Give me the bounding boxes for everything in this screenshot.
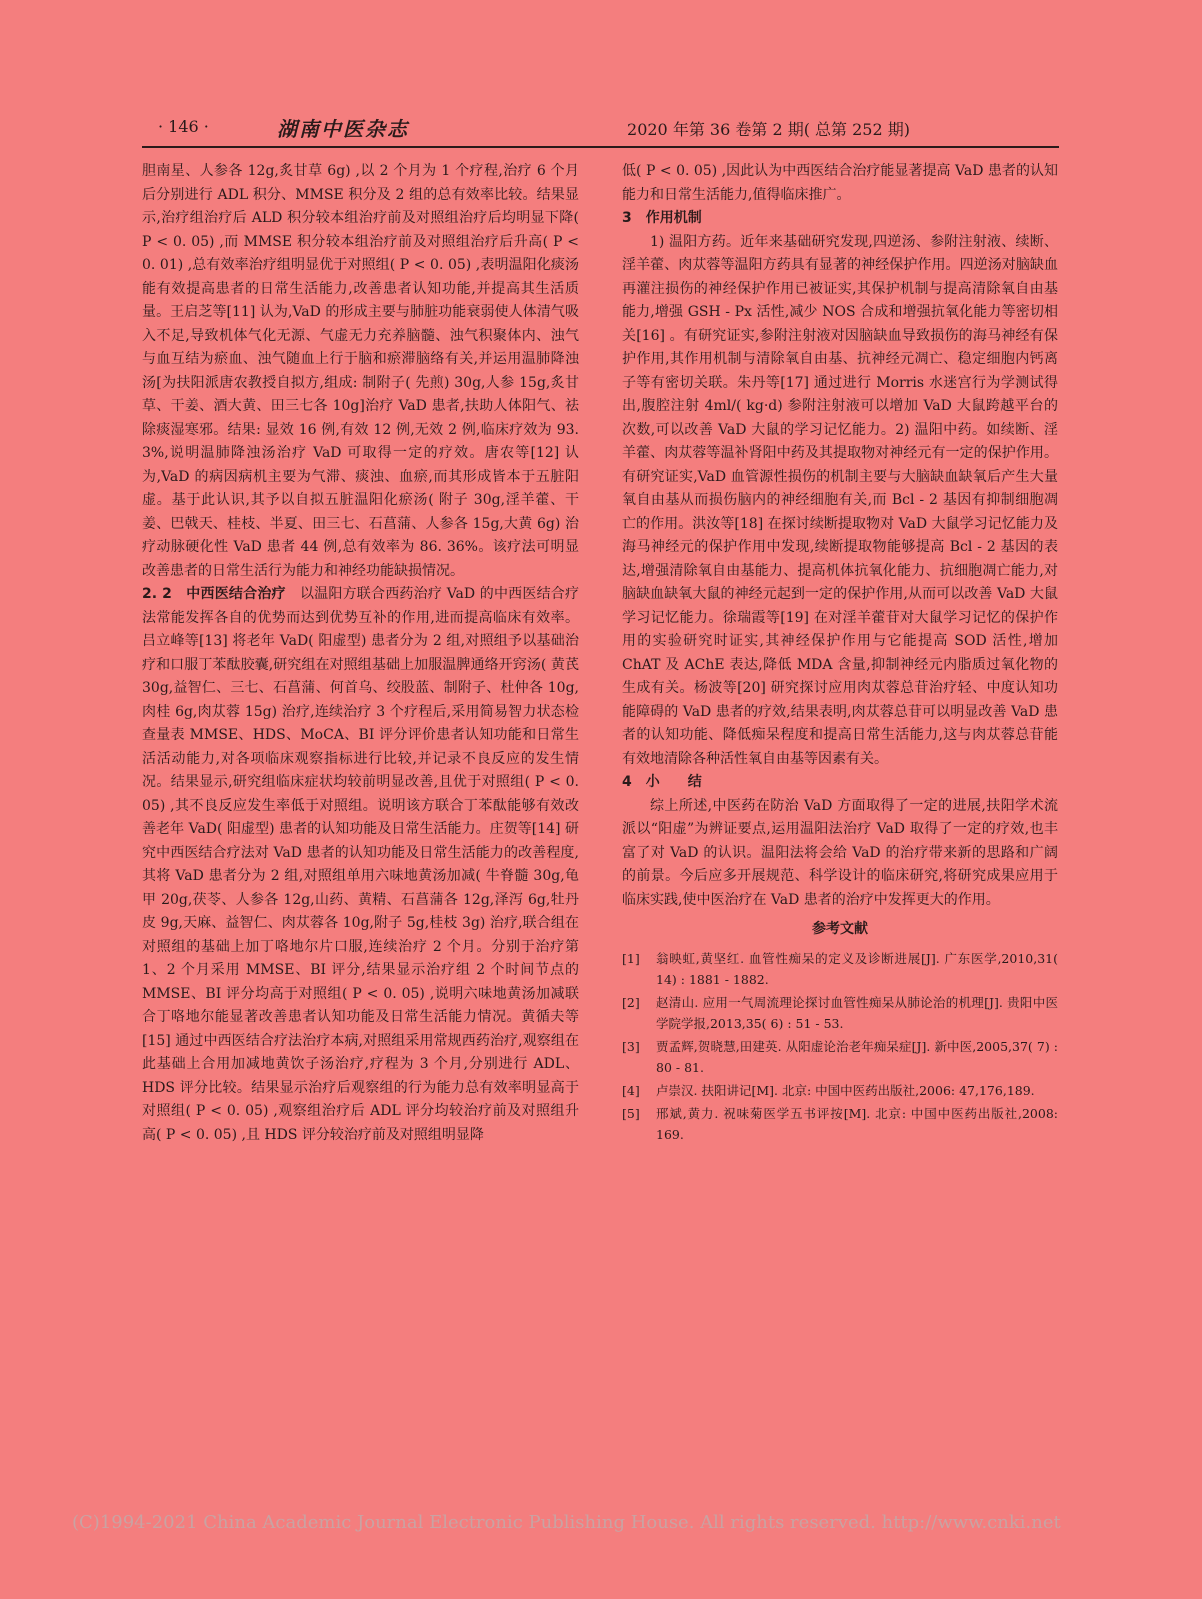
section-heading: 4 小 结 xyxy=(622,774,702,790)
copyright-footer: (C)1994-2021 China Academic Journal Electronic Publishing House. All rights reserved. http://www.cnki.net xyxy=(72,1512,1061,1533)
paragraph: 低( P < 0. 05) ,因此认为中西医结合治疗能显著提高 VaD 患者的认知能力和日常生活能力,值得临床推广。 xyxy=(622,163,1058,203)
paragraph: 胆南星、人参各 12g,炙甘草 6g) ,以 2 个月为 1 个疗程,治疗 6 个月后分别进行 ADL 积分、MMSE 积分及 2 组的总有效率比较。结果显示,治疗组治疗后 ALD 积分较本组治疗前及对照组治疗后均明显下降( P < 0. 05) ,而 MMSE 积分较本组治疗前及对照组治疗后升高( P < 0. 01) ,总有效率治疗组明显优于对照组( P < 0. 05) ,表明温阳化痰汤能有效提高患者的日常生活能力,改善患者认知功能,并提高其生活质量。王启芝等[11] 认为,VaD 的形成主要与肺脏功能衰弱使人体清气吸入不足,导致机体气化无源、气虚无力充养脑髓、浊气积聚体内、浊气与血互结为瘀血、浊气随血上行于脑和瘀滞脑络有关,并运用温肺降浊汤[为扶阳派唐农教授自拟方,组成: 制附子( 先煎) 30g,人参 15g,炙甘草、干姜、酒大黄、田三七各 10g]治疗 VaD 患者,扶助人体阳气、祛除痰湿寒邪。结果: 显效 16 例,有效 12 例,无效 2 例,临床疗效为 93. 3%,说明温肺降浊汤治疗 VaD 可取得一定的疗效。唐农等[12] 认为,VaD 的病因病机主要为气滞、痰浊、血瘀,而其形成皆本于五脏阳虚。基于此认识,其予以自拟五脏温阳化瘀汤( 附子 30g,淫羊藿、干姜、巴戟天、桂枝、半夏、田三七、石菖蒲、人参各 15g,大黄 6g) 治疗动脉硬化性 VaD 患者 44 例,总有效率为 86. 36%。该疗法可明显改善患者的日常生活行为能力和神经功能缺损情况。 xyxy=(142,163,579,579)
references-list xyxy=(622,948,1058,1145)
journal-name: 湖南中医杂志 xyxy=(277,117,409,141)
paragraph: 综上所述,中医药在防治 VaD 方面取得了一定的进展,扶阳学术流派以“阳虚”为辨证要点,运用温阳法治疗 VaD 取得了一定的疗效,也丰富了对 VaD 的认识。温阳法将会给 VaD 的治疗带来新的思路和广阔的前景。今后应多开展规范、科学设计的临床研究,将研究成果应用于临床实践,使中医治疗在 VaD 患者的治疗中发挥更大的作用。 xyxy=(622,797,1058,908)
section-heading: 3 作用机制 xyxy=(622,210,702,226)
left-column xyxy=(142,160,579,1147)
section-text: 以温阳方联合西药治疗 VaD 的中西医结合疗法常能发挥各自的优势而达到优势互补的作用,进而提高临床有效率。吕立峰等[13] 将老年 VaD( 阳虚型) 患者分为 2 组,对照组予以基础治疗和口服丁苯酞胶囊,研究组在对照组基础上加服温脾通络开窍汤( 黄芪 30g,益智仁、三七、石菖蒲、何首乌、绞股蓝、制附子、杜仲各 10g,肉桂 6g,肉苁蓉 15g) 治疗,连续治疗 3 个疗程后,采用简易智力状态检查量表 MMSE、HDS、MoCA、BI 评分评价患者认知功能和日常生活活动能力,对各项临床观察指标进行比较,并记录不良反应的发生情况。结果显示,研究组临床症状均较前明显改善,且优于对照组( P < 0. 05) ,其不良反应发生率低于对照组。说明该方联合丁苯酞能够有效改善老年 VaD( 阳虚型) 患者的认知功能及日常生活能力。庄贺等[14] 研究中西医结合疗法对 VaD 患者的认知功能及日常生活能力的改善程度,其将 VaD 患者分为 2 组,对照组单用六味地黄汤加减( 牛脊髓 30g,龟甲 20g,茯苓、人参各 12g,山药、黄精、石菖蒲各 12g,泽泻 6g,牡丹皮 9g,天麻、益智仁、肉苁蓉各 10g,附子 5g,桂枝 3g) 治疗,联合组在对照组的基础上加丁咯地尔片口服,连续治疗 2 个月。分别于治疗第 1、2 个月采用 MMSE、BI 评分,结果显示治疗组 2 个时间节点的 MMSE、BI 评分均高于对照组( P < 0. 05) ,说明六味地黄汤加减联合丁咯地尔能显著改善患者认知功能及日常生活能力情况。黄循夫等[15] 通过中西医结合疗法治疗本病,对照组采用常规西药治疗,观察组在此基础上合用加减地黄饮子汤治疗,疗程为 3 个月,分别进行 ADL、HDS 评分比较。结果显示治疗后观察组的行为能力总有效率明显高于对照组( P < 0. 05) ,观察组治疗后 ADL 评分均较治疗前及对照组升高( P < 0. 05) ,且 HDS 评分较治疗前及对照组明显降 xyxy=(142,586,579,1143)
section-2-2 xyxy=(142,583,579,1147)
paragraph: 1) 温阳方药。近年来基础研究发现,四逆汤、参附注射液、续断、淫羊藿、肉苁蓉等温阳方药具有显著的神经保护作用。四逆汤对脑缺血再灌注损伤的神经保护作用已被证实,其保护机制与提高清除氧自由基能力,增强 GSH - Px 活性,减少 NOS 合成和增强抗氧化能力等密切相关[16] 。有研究证实,参附注射液对因脑缺血导致损伤的海马神经有保护作用,其作用机制与清除氧自由基、抗神经元凋亡、稳定细胞内钙离子等有密切关联。朱丹等[17] 通过进行 Morris 水迷宫行为学测试得出,腹腔注射 4ml/( kg·d) 参附注射液可以增加 VaD 大鼠跨越平台的次数,可以改善 VaD 大鼠的学习记忆能力。2) 温阳中药。如续断、淫羊藿、肉苁蓉等温补肾阳中药及其提取物对神经元有一定的保护作用。有研究证实,VaD 血管源性损伤的机制主要与大脑缺血缺氧后产生大量氧自由基从而损伤脑内的神经细胞有关,而 Bcl - 2 基因有抑制细胞凋亡的作用。洪汝等[18] 在探讨续断提取物对 VaD 大鼠学习记忆能力及海马神经元的保护作用中发现,续断提取物能够提高 Bcl - 2 基因的表达,增强清除氧自由基能力、提高机体抗氧化能力、抗细胞凋亡能力,对脑缺血缺氧大鼠的神经元起到一定的保护作用,从而可以改善 VaD 大鼠学习记忆能力。徐瑞霞等[19] 在对淫羊藿苷对大鼠学习记忆的保护作用的实验研究时证实,其神经保护作用与它能提高 SOD 活性,增加 ChAT 及 AChE 表达,降低 MDA 含量,抑制神经元内脂质过氧化物的生成有关。杨波等[20] 研究探讨应用肉苁蓉总苷治疗轻、中度认知功能障碍的 VaD 患者的疗效,结果表明,肉苁蓉总苷可以明显改善 VaD 患者的认知功能、降低痴呆程度和提高日常生活能力,这与肉苁蓉总苷能有效地清除各种活性氧自由基等因素有关。 xyxy=(622,233,1058,767)
references-title: 参考文献 xyxy=(812,921,868,937)
page-number: · 146 · xyxy=(158,117,209,136)
issue-info: 2020 年第 36 卷第 2 期( 总第 252 期) xyxy=(627,120,910,139)
right-column xyxy=(622,160,1058,1147)
reference-item: [3] 贾孟辉,贺晓慧,田建英. 从阳虚论治老年痴呆症[J]. 新中医,2005,37( 7) : 80 - 81. xyxy=(622,1038,1058,1075)
reference-item: [5] 邢斌,黄力. 祝味菊医学五书评按[M]. 北京: 中国中医药出版社,2008: 169. xyxy=(622,1105,1058,1142)
reference-item: [2] 赵清山. 应用一气周流理论探讨血管性痴呆从肺论治的机理[J]. 贵阳中医学院学报,2013,35( 6) : 51 - 53. xyxy=(622,994,1058,1031)
reference-item: [4] 卢崇汉. 扶阳讲记[M]. 北京: 中国中医药出版社,2006: 47,176,189. xyxy=(622,1082,1035,1098)
section-heading: 2. 2 中西医结合治疗 xyxy=(142,586,286,602)
reference-item: [1] 翁映虹,黄坚红. 血管性痴呆的定义及诊断进展[J]. 广东医学,2010,31( 14) : 1881 - 1882. xyxy=(622,950,1058,987)
header-rule xyxy=(142,146,1059,148)
page-header xyxy=(146,113,1058,147)
